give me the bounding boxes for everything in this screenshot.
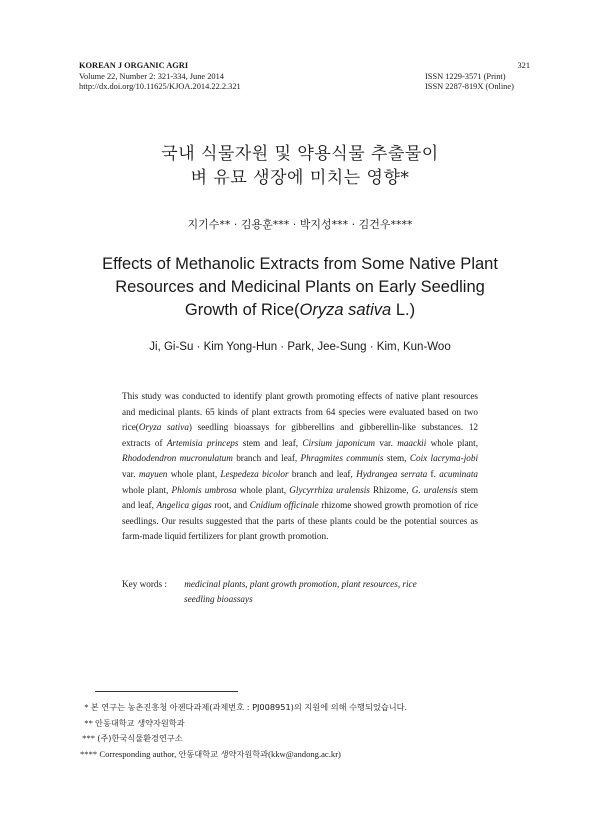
footnote-divider <box>95 691 238 692</box>
keywords-line2: seedling bioassays <box>184 593 253 604</box>
footnote-1: * 본 연구는 농촌진흥청 아젠다과제(과제번호 : PJ008951)의 지원에 의해 수행되었습니다. <box>80 702 408 712</box>
english-title <box>0 253 600 322</box>
english-authors: Ji, Gi-Su · Kim Yong-Hun · Park, Jee-Sung · Kim, Kun-Woo <box>149 341 451 353</box>
korean-authors: 지기수** · 김용훈*** · 박지성*** · 김건우**** <box>187 218 413 231</box>
journal-header <box>79 61 241 93</box>
abstract: This study was conducted to identify plant growth promoting effects of native plant resources and medicinal plants. 65 kinds of plant extracts from 64 species were evaluated based on two rice(Oryza sativa) seedling bioassays for gibberellins and gibberellin-like substances. 12 extracts of Artemisia princeps stem and leaf, Cirsium japonicum var. maackii whole plant, Rhododendron mucronulatum branch and leaf, Phragmites communis stem, Coix lacryma-jobi var. mayuen whole plant, Lespedeza bicolor branch and leaf, Hydrangea serrata f. acuminata whole plant, Phlomis umbrosa whole plant, Glycyrrhiza uralensis Rhizome, G. uralensis stem and leaf, Angelica gigas root, and Cnidium officinale rhizome showed growth promotion of rice seedlings. Our results suggested that the parts of these plants could be the potential sources as farm-made liquid fertilizers for plant growth promotion. <box>122 391 479 542</box>
corresponding-email[interactable]: (kkw@andong.ac.kr) <box>268 748 341 759</box>
scientific-name: Oryza sativa <box>299 301 392 319</box>
volume-info: Volume 22, Number 2: 321-334, June 2014 <box>79 71 224 81</box>
footnote-3: *** (주)한국식물환경연구소 <box>80 733 183 743</box>
keywords-line1: medicinal plants, plant growth promotion, plant resources, rice <box>184 579 417 589</box>
issn-online: ISSN 2287-819X (Online) <box>425 82 514 92</box>
issn-print: ISSN 1229-3571 (Print) <box>425 71 506 81</box>
footnotes <box>80 700 407 762</box>
footnote-2: ** 안동대학교 생약자원학과 <box>80 717 185 728</box>
korean-title-line2: 벼 유묘 생장에 미치는 영향* <box>190 168 410 188</box>
english-title-line3-post: L.) <box>391 301 416 319</box>
issn-header <box>425 61 530 93</box>
english-title-line3-pre: Growth of Rice( <box>184 301 300 319</box>
page-number: 321 <box>517 61 530 70</box>
english-title-line2: Resources and Medicinal Plants on Early Seedling <box>115 278 485 296</box>
english-title-line3 <box>0 299 600 322</box>
keywords <box>122 577 482 606</box>
footnote-4: **** Corresponding author, 안동대학교 생약자원학과(kkw@andong.ac.kr) <box>80 748 341 759</box>
korean-title <box>0 142 600 190</box>
korean-title-line1: 국내 식물자원 및 약용식물 추출물이 <box>161 144 439 164</box>
keywords-label: Key words : <box>122 579 167 589</box>
english-title-line1: Effects of Methanolic Extracts from Some Native Plant <box>102 255 498 273</box>
doi-link[interactable]: http://dx.doi.org/10.11625/KJOA.2014.22.2.321 <box>79 82 241 92</box>
journal-name: KOREAN J ORGANIC AGRI <box>79 61 189 70</box>
